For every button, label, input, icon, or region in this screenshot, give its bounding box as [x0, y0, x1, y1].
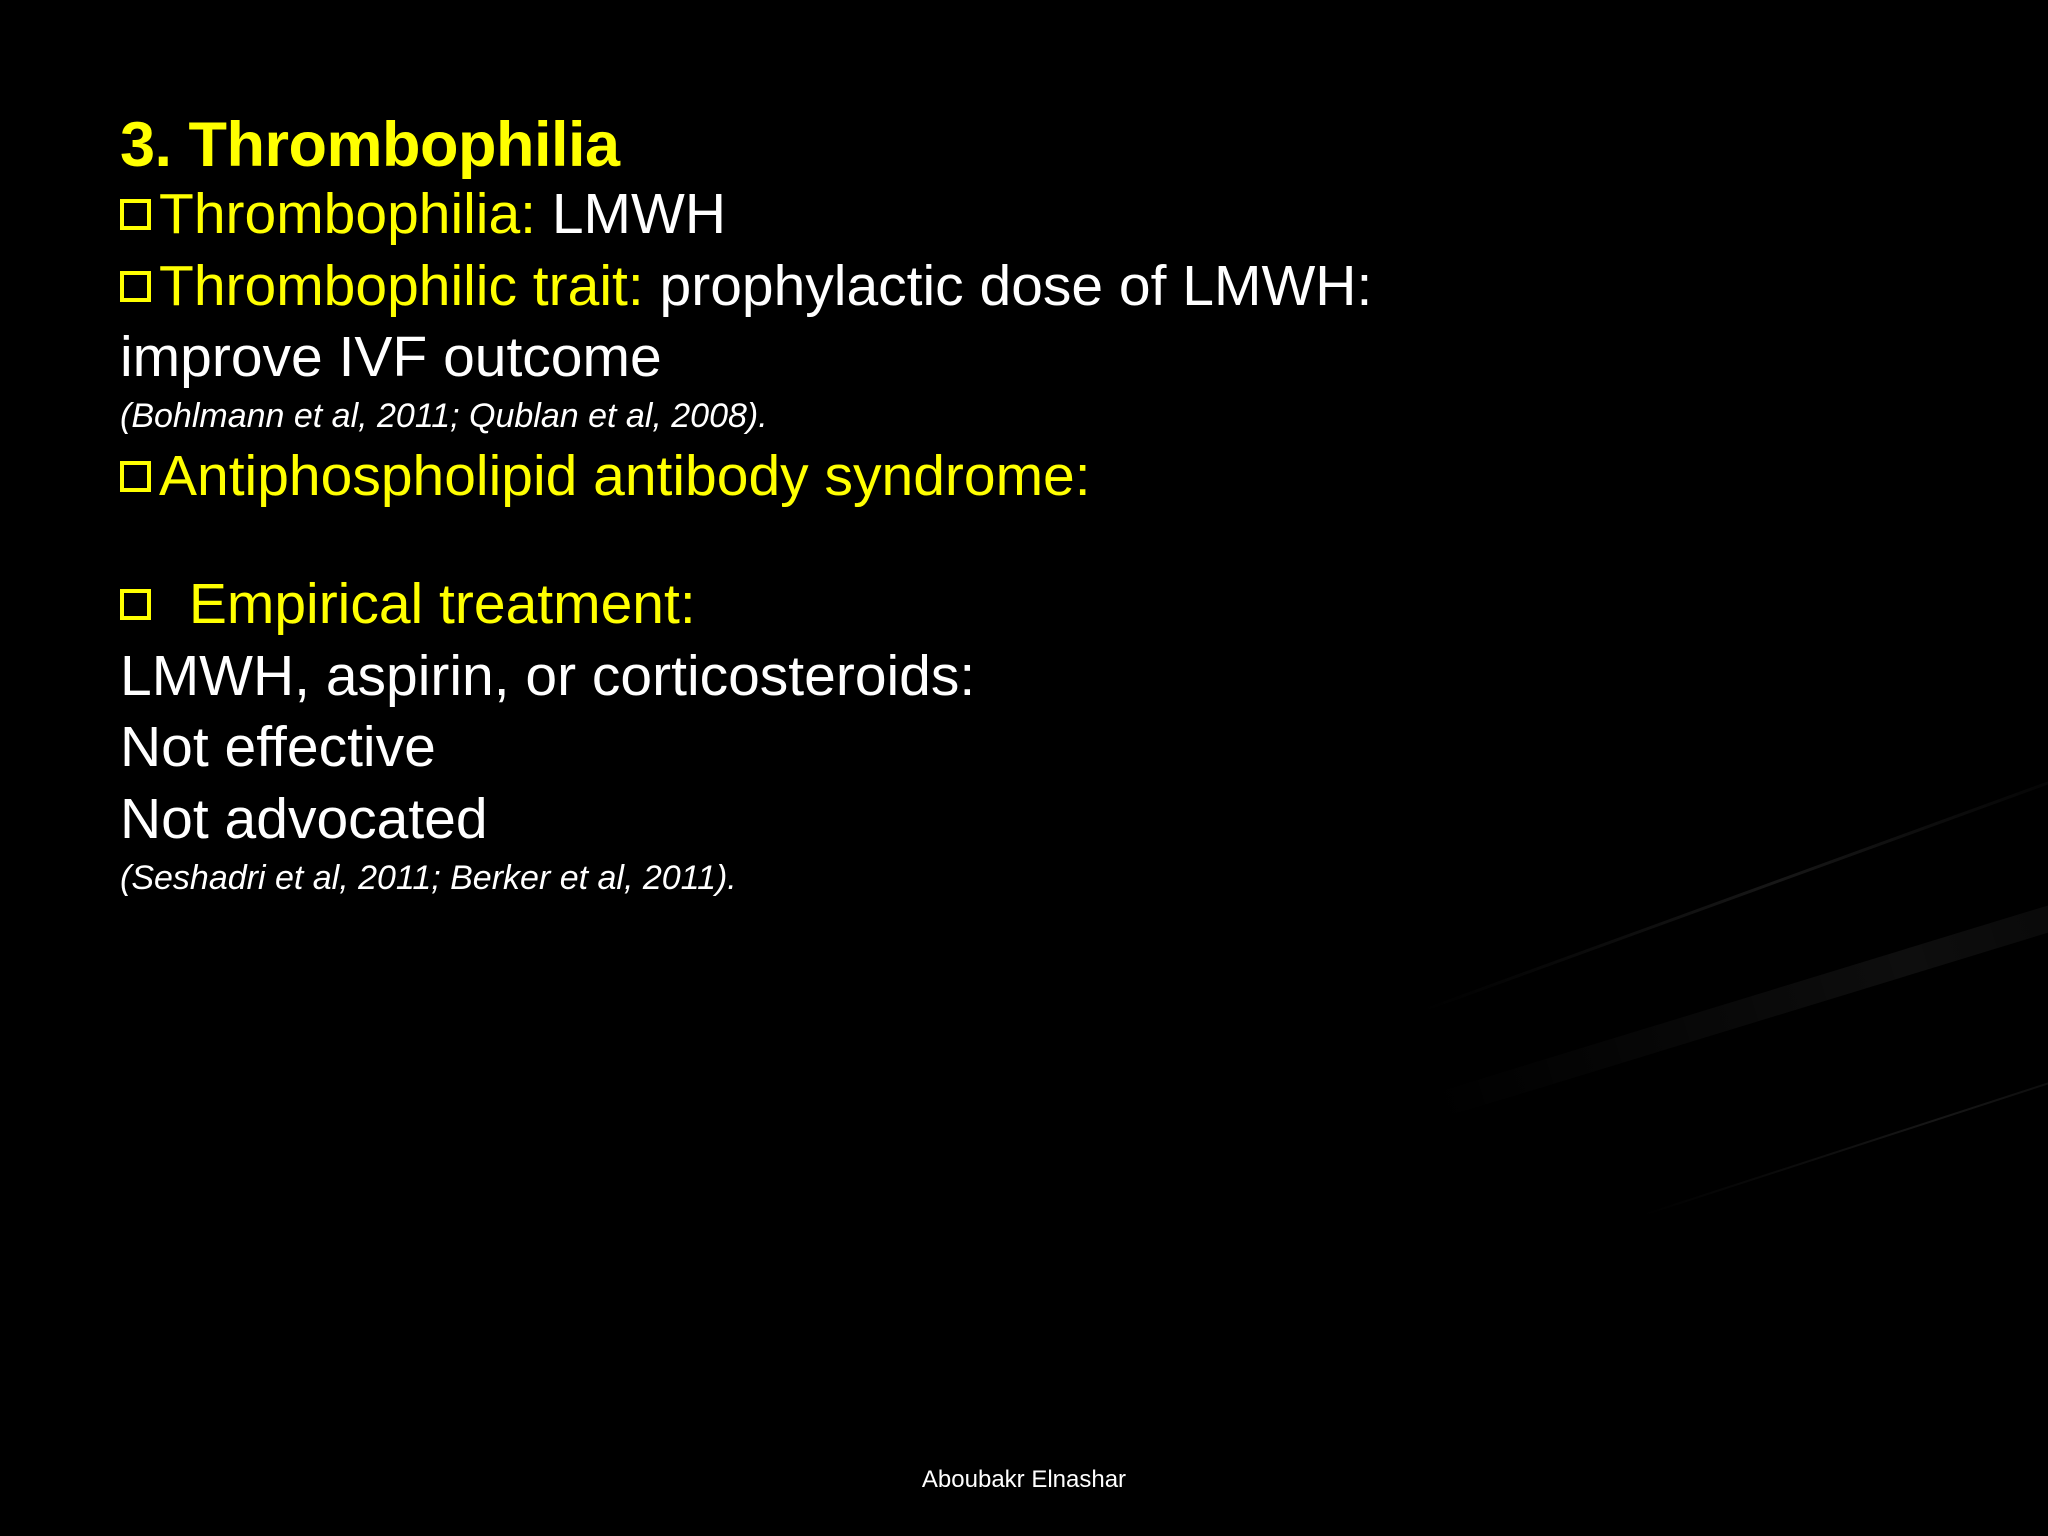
citation-reference: (Bohlmann et al, 2011; Qublan et al, 2008). — [120, 397, 768, 436]
list-item-label: Empirical treatment: — [173, 571, 696, 636]
treatment-line: Not effective — [120, 715, 436, 780]
list-item-value: LMWH — [536, 181, 726, 246]
list-item-label: Thrombophilic trait: — [159, 253, 644, 318]
square-bullet-icon — [120, 461, 151, 492]
list-item-label: Thrombophilia: — [159, 181, 537, 246]
slide-footer: Aboubakr Elnashar — [921, 1466, 1127, 1493]
treatment-line: LMWH, aspirin, or corticosteroids: — [120, 643, 976, 708]
decorative-streak-icon — [1640, 1023, 2048, 1216]
spacer — [120, 513, 1950, 569]
page-title: 3. Thrombophilia — [120, 110, 620, 180]
continuation-text: improve IVF outcome — [120, 325, 662, 390]
citation-reference: (Seshadri et al, 2011; Berker et al, 2011). — [120, 859, 737, 898]
list-item-label: Antiphospholipid antibody syndrome: — [159, 444, 1091, 508]
list-item — [120, 179, 1950, 251]
slide-body — [120, 112, 1950, 903]
square-bullet-icon — [120, 199, 151, 230]
list-item — [120, 441, 1950, 513]
list-item — [120, 569, 1950, 641]
list-item — [120, 251, 1950, 323]
list-item-value: prophylactic dose of LMWH: — [643, 253, 1373, 318]
square-bullet-icon — [120, 589, 151, 620]
square-bullet-icon — [120, 271, 151, 302]
treatment-line: Not advocated — [120, 787, 488, 852]
